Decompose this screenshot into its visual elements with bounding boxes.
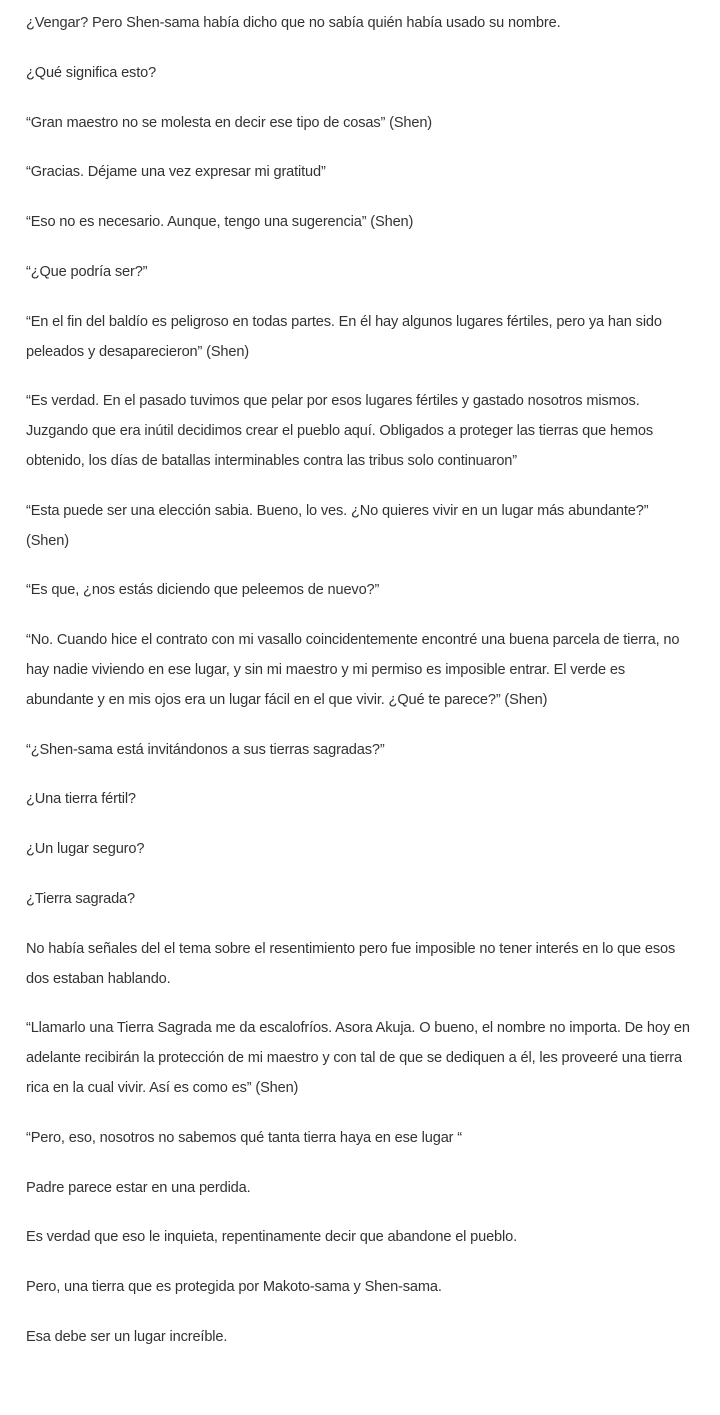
paragraph: “Es verdad. En el pasado tuvimos que pelar por esos lugares fértiles y gastado nosotros mismos. Juzgando que era inútil decidimos crear el pueblo aquí. Obligados a proteger las tierras que hemos obtenido, los días de batallas interminables contra las tribus solo continuaron”	[26, 393, 653, 469]
paragraph: “Es que, ¿nos estás diciendo que peleemos de nuevo?”	[26, 582, 380, 599]
paragraph: No había señales del el tema sobre el resentimiento pero fue imposible no tener interés en lo que esos dos estaban hablando.	[26, 940, 676, 987]
paragraph: “Eso no es necesario. Aunque, tengo una sugerencia” (Shen)	[26, 214, 414, 231]
paragraph: ¿Vengar? Pero Shen-sama había dicho que no sabía quién había usado su nombre.	[26, 15, 561, 31]
paragraph: “Gran maestro no se molesta en decir ese tipo de cosas” (Shen)	[26, 114, 433, 131]
paragraph: Padre parece estar en una perdida.	[26, 1179, 251, 1196]
paragraph: “Gracias. Déjame una vez expresar mi gratitud”	[26, 164, 326, 181]
paragraph: ¿Una tierra fértil?	[26, 791, 136, 808]
paragraph: “Pero, eso, nosotros no sabemos qué tanta tierra haya en ese lugar “	[26, 1129, 462, 1146]
paragraph: “No. Cuando hice el contrato con mi vasallo coincidentemente encontré una buena parcela de tierra, no hay nadie viviendo en ese lugar, y sin mi maestro y mi permiso es imposible entrar. El verde es abundante y en mis ojos era un lugar fácil en el que vivir. ¿Qué te parece?” (Shen)	[26, 632, 680, 708]
paragraph: “¿Que podría ser?”	[26, 263, 148, 280]
paragraph: ¿Qué significa esto?	[26, 64, 157, 81]
paragraph: Esa debe ser un lugar increíble.	[26, 1328, 228, 1345]
paragraph: “Llamarlo una Tierra Sagrada me da escalofríos. Asora Akuja. O bueno, el nombre no importa. De hoy en adelante recibirán la protección de mi maestro y con tal de que se dediquen a él, les proveeré una tierra rica en la cual vivir. Así es como es” (Shen)	[26, 1020, 690, 1096]
paragraph: “En el fin del baldío es peligroso en todas partes. En él hay algunos lugares fértiles, pero ya han sido peleados y desaparecieron” (Shen)	[26, 313, 662, 360]
paragraph: “¿Shen-sama está invitándonos a sus tierras sagradas?”	[26, 741, 385, 758]
paragraph: Es verdad que eso le inquieta, repentinamente decir que abandone el pueblo.	[26, 1229, 517, 1246]
paragraph: Pero, una tierra que es protegida por Makoto-sama y Shen-sama.	[26, 1279, 442, 1296]
paragraph: ¿Un lugar seguro?	[26, 841, 145, 858]
paragraph: “Esta puede ser una elección sabia. Bueno, lo ves. ¿No quieres vivir en un lugar más abundante?” (Shen)	[26, 502, 649, 549]
paragraph: ¿Tierra sagrada?	[26, 890, 135, 907]
